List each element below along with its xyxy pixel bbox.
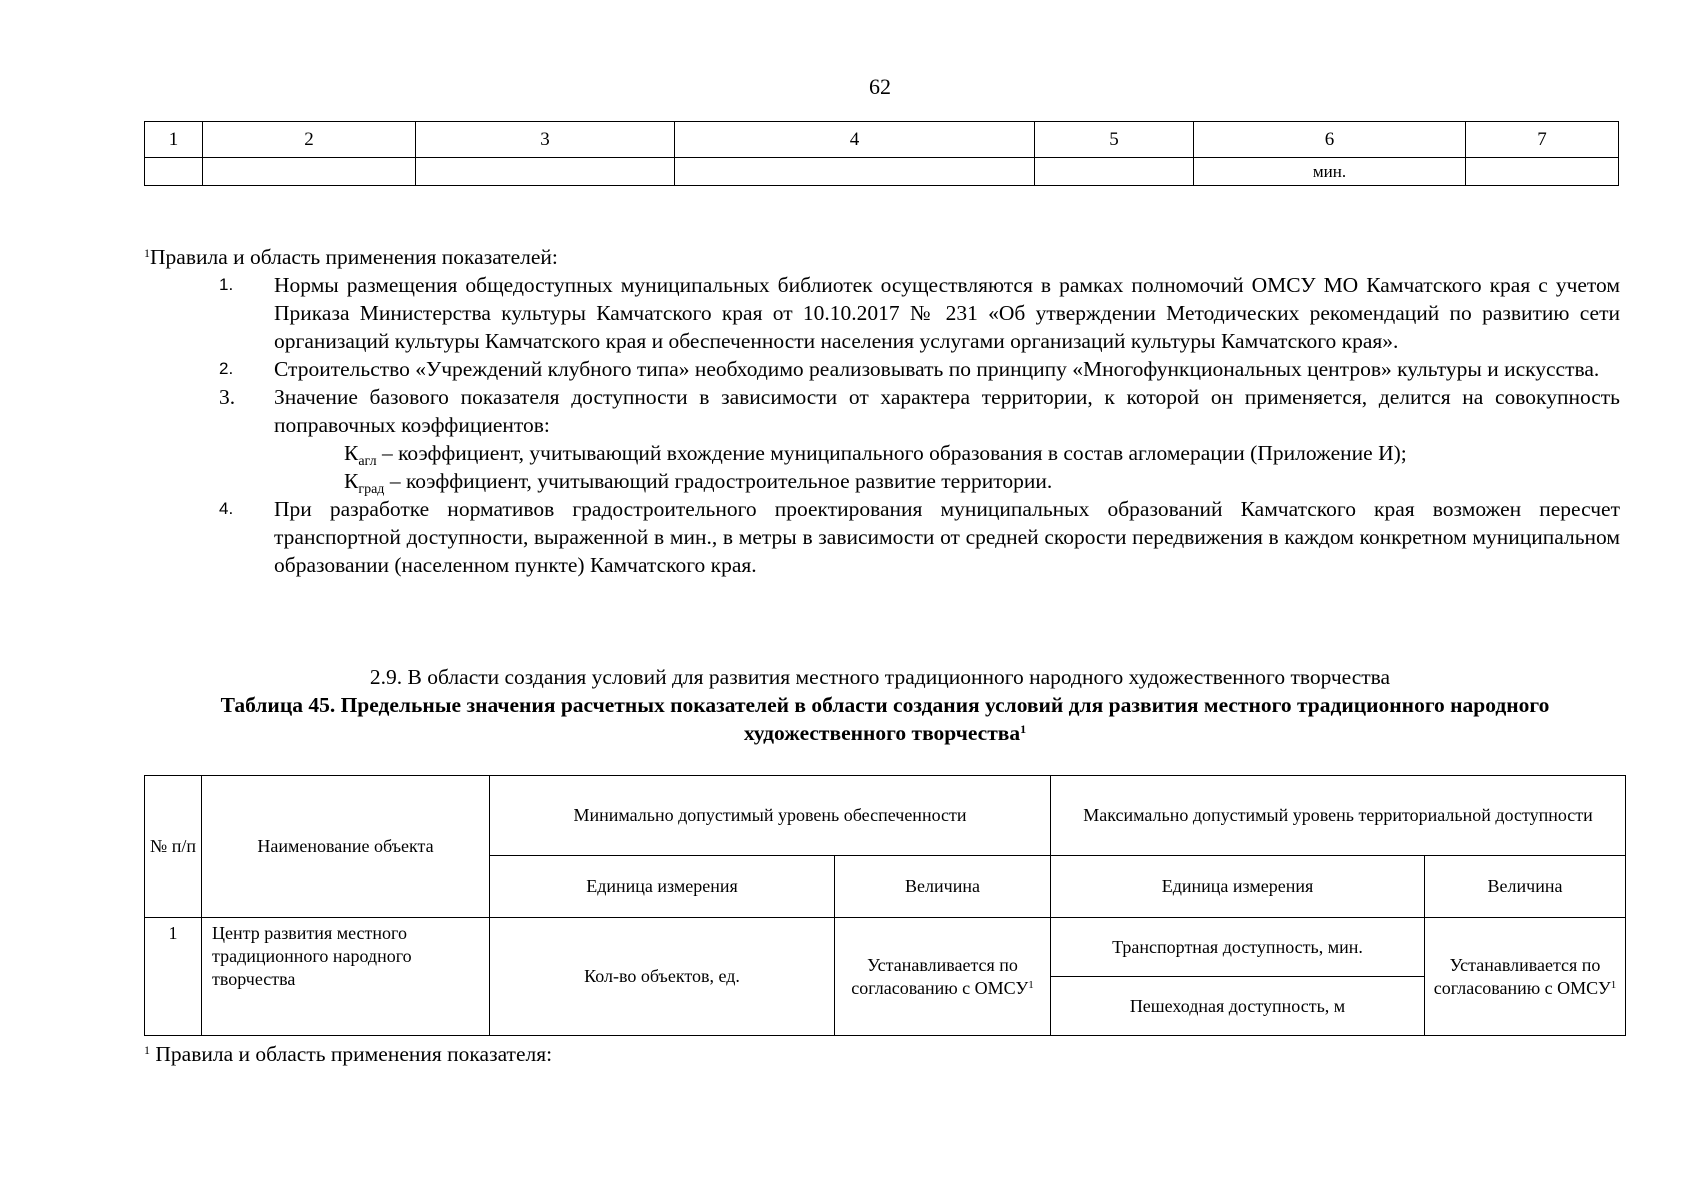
header-max-accessibility: Максимально допустимый уровень территориальной доступности xyxy=(1051,776,1626,856)
table-cell: мин. xyxy=(1194,158,1466,186)
rule-number: 4. xyxy=(219,499,234,518)
coefficient-grad: $К_{град}$ – коэффициент, учитывающий градостроительное развитие территории. xyxy=(344,469,1053,497)
header-number: № п/п xyxy=(145,776,202,918)
column-number: 1 xyxy=(145,122,203,158)
table-header-row xyxy=(145,776,1626,856)
continued-table xyxy=(144,121,1619,186)
column-number: 4 xyxy=(675,122,1035,158)
rule-text: Значение базового показателя доступности в зависимости от характера территории, к которой он применяется, делится на совокупность поправочных коэффициентов: xyxy=(274,385,1620,437)
notes-title xyxy=(144,243,1620,271)
rule-number: 1. xyxy=(219,275,234,294)
min-unit: Кол-во объектов, ед. xyxy=(490,918,835,1036)
footnote-marker: 1 xyxy=(144,1043,150,1057)
rule-item xyxy=(219,495,1620,579)
rule-text: При разработке нормативов градостроительного проектирования муниципальных образований Камчатского края возможен пересчет транспортной доступности, выраженной в мин., в метры в зависимости от средней скорости передвижения в каждом конкретном муниципальном образовании (населенном пункте) Камчатского края. xyxy=(274,497,1620,577)
rule-item xyxy=(219,271,1620,355)
rule-item xyxy=(219,355,1620,383)
column-number: 6 xyxy=(1194,122,1466,158)
object-name: Центр развития местного традиционного народного творчества xyxy=(202,918,490,1036)
table-cell xyxy=(145,158,203,186)
table-row xyxy=(145,918,1626,977)
footnote xyxy=(144,1040,552,1068)
footnote-marker: 1 xyxy=(1020,722,1027,736)
footnote-marker: 1 xyxy=(1610,978,1617,991)
table-title: Таблица 45. Предельные значения расчетных показателей в области создания условий для развития местного традиционного народного художественного творчества$^1$ xyxy=(220,693,1550,745)
column-number: 2 xyxy=(203,122,416,158)
min-value: Устанавливается по согласованию с ОМСУ$^1$ xyxy=(835,918,1051,1036)
header-unit: Единица измерения xyxy=(490,856,835,918)
column-number: 5 xyxy=(1035,122,1194,158)
column-number: 3 xyxy=(416,122,675,158)
page-number: 62 xyxy=(869,74,891,99)
table-cell xyxy=(1035,158,1194,186)
footnote-marker: 1 xyxy=(144,246,150,260)
table-cell xyxy=(203,158,416,186)
rule-number: 3. xyxy=(219,385,236,409)
header-value: Величина xyxy=(1425,856,1626,918)
header-min-provision: Минимально допустимый уровень обеспеченности xyxy=(490,776,1051,856)
max-unit-walk: Пешеходная доступность, м xyxy=(1051,977,1425,1036)
rules-list xyxy=(144,271,1620,579)
rule-text: Строительство «Учреждений клубного типа» необходимо реализовывать по принципу «Многофункциональных центров» культуры и искусства. xyxy=(274,357,1600,381)
table-row xyxy=(145,158,1619,186)
notes-title-text: Правила и область применения показателей: xyxy=(150,245,558,269)
max-unit-transport: Транспортная доступность, мин. xyxy=(1051,918,1425,977)
rule-item xyxy=(219,383,1620,497)
header-unit: Единица измерения xyxy=(1051,856,1425,918)
section-heading: 2.9. В области создания условий для развития местного традиционного народного художественного творчества xyxy=(369,665,1391,689)
limits-table xyxy=(144,775,1626,1036)
header-object-name: Наименование объекта xyxy=(202,776,490,918)
footnote-text: Правила и область применения показателя: xyxy=(150,1042,553,1066)
column-number-row xyxy=(145,122,1619,158)
header-value: Величина xyxy=(835,856,1051,918)
row-number: 1 xyxy=(145,918,202,1036)
rule-number: 2. xyxy=(219,359,234,378)
column-number: 7 xyxy=(1466,122,1619,158)
max-value: Устанавливается по согласованию с ОМСУ$^1$ xyxy=(1425,918,1626,1036)
table-cell xyxy=(1466,158,1619,186)
table-cell xyxy=(675,158,1035,186)
rule-text: Нормы размещения общедоступных муниципальных библиотек осуществляются в рамках полномочий ОМСУ МО Камчатского края с учетом Приказа Министерства культуры Камчатского края от 10.10.2017 № 231 «Об утверждении Методических рекомендаций по развитию сети организаций культуры Камчатского края и обеспеченности населения услугами организаций культуры Камчатского края». xyxy=(274,273,1620,353)
coefficient-agl: $К_{агл}$ – коэффициент, учитывающий вхождение муниципального образования в состав агломерации (Приложение И); xyxy=(344,441,1407,469)
notes-block xyxy=(144,243,1620,579)
table-cell xyxy=(416,158,675,186)
footnote-marker: 1 xyxy=(1028,978,1034,991)
